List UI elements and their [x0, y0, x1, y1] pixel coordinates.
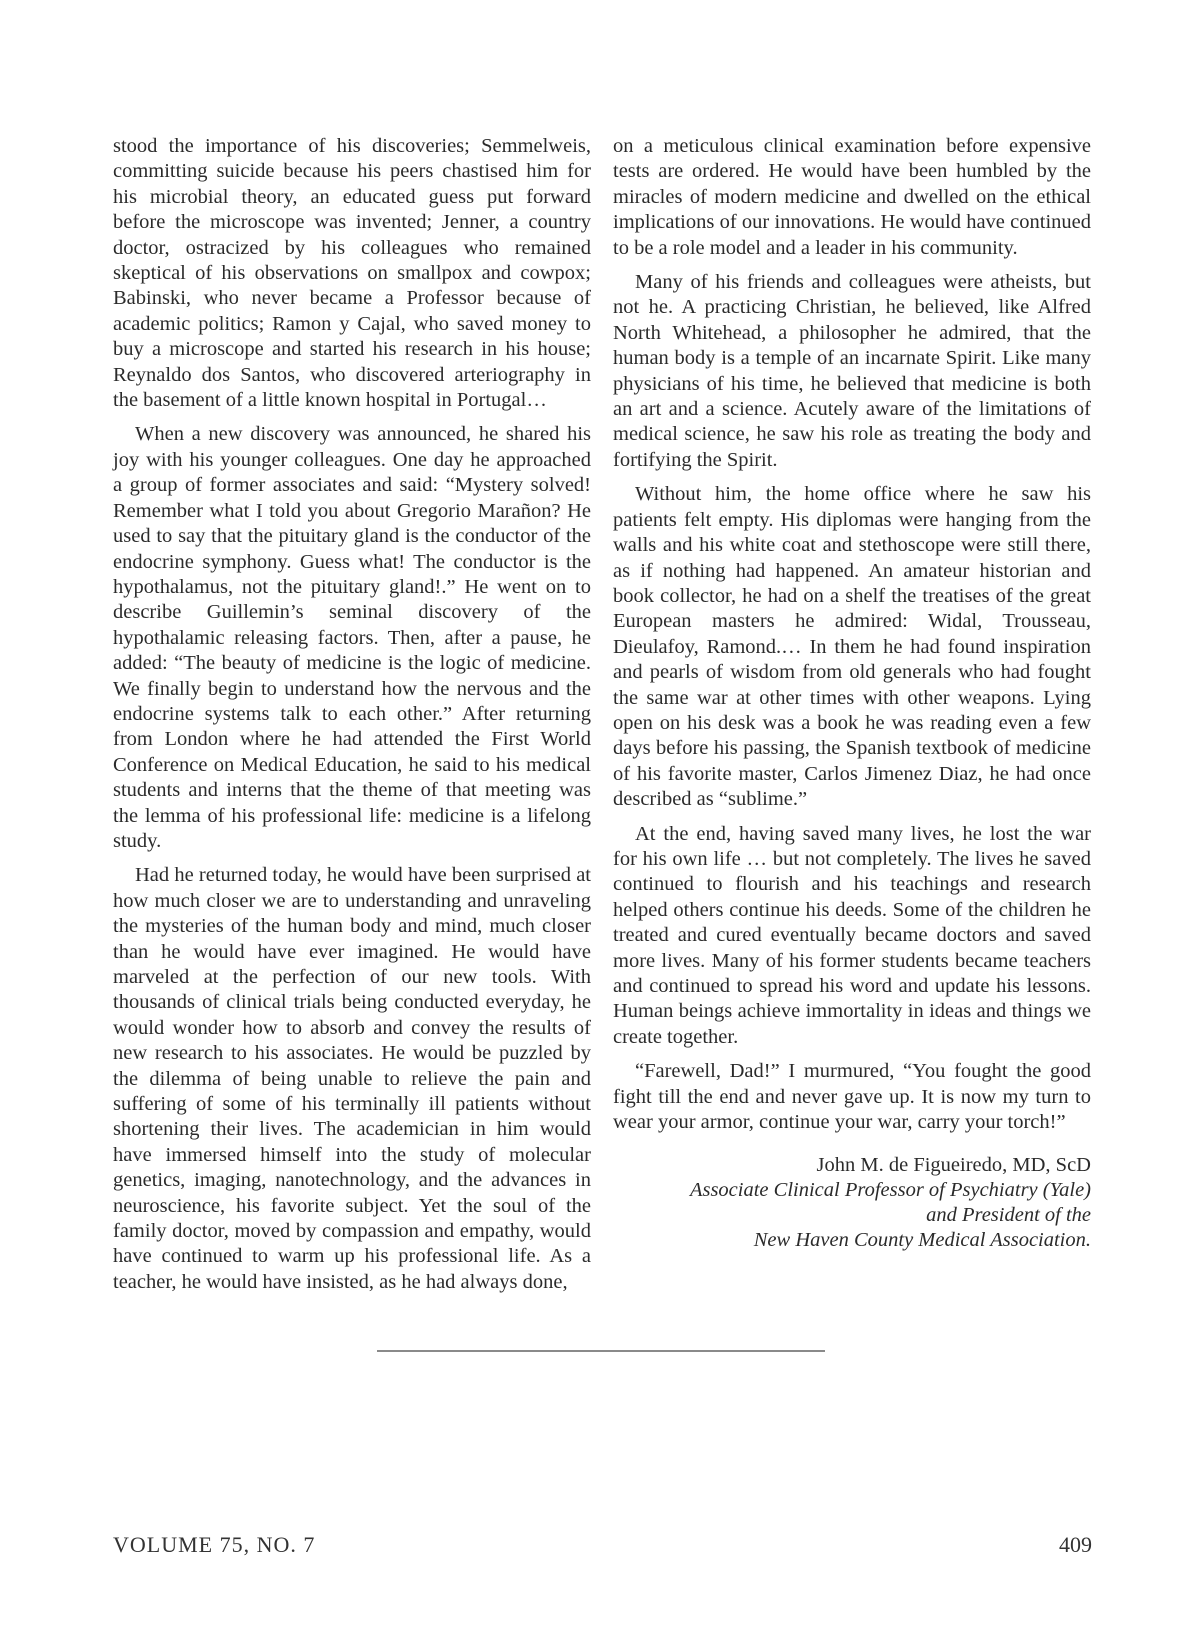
footer-volume: VOLUME 75, NO. 7 [113, 1532, 316, 1557]
author-name: John M. de Figueiredo, MD, ScD [816, 1154, 1091, 1177]
section-divider [377, 1350, 825, 1352]
right-column [613, 134, 1091, 1253]
paragraph: stood the importance of his discoveries; Semmelweis, committing suicide because his peers chastised him for his microbial theory, an educated guess put forward before the microscope was invented; Jenner, a country doctor, ostracized by his colleagues who remained skeptical of his observations on smallpox and cowpox; Babinski, who never became a Professor because of academic politics; Ramon y Cajal, who saved money to buy a microscope and started his research in his house; Reynaldo dos Santos, who discovered arteriography in the basement of a little known hospital in Portugal… [113, 135, 591, 412]
author-title-line: New Haven County Medical Association. [753, 1229, 1091, 1252]
paragraph: Many of his friends and colleagues were atheists, but not he. A practicing Christian, he believed, like Alfred North Whitehead, a philosopher he admired, that the human body is a temple of an incarnate Spirit. Like many physicians of his time, he believed that medicine is both an art and a science. Acutely aware of the limitations of medical science, he saw his role as treating the body and fortifying the Spirit. [613, 271, 1091, 471]
signature-block [613, 1153, 1091, 1253]
paragraph: Without him, the home office where he saw his patients felt empty. His diplomas were hanging from the walls and his white coat and stethoscope were still there, as if nothing had happened. An amateur historian and book collector, he had on a shelf the treatises of the great European masters he admired: Widal, Trousseau, Dieulafoy, Ramond.… In them he had found inspiration and pearls of wisdom from old generals who had fought the same war at other times with other weapons. Lying open on his desk was a book he was reading even a few days before his passing, the Spanish textbook of medicine of his favorite master, Carlos Jimenez Diaz, he had once described as “sublime.” [613, 483, 1091, 811]
left-column [113, 134, 591, 1304]
footer-page-number: 409 [1059, 1532, 1092, 1557]
paragraph: “Farewell, Dad!” I murmured, “You fought the good fight till the end and never gave up. It is now my turn to wear your armor, continue your war, carry your torch!” [613, 1060, 1091, 1134]
paragraph: Had he returned today, he would have been surprised at how much closer we are to understanding and unraveling the mysteries of the human body and mind, much closer than he would have ever imagined. He would have marveled at the perfection of our new tools. With thousands of clinical trials being conducted everyday, he would wonder how to absorb and convey the results of new research to his associates. He would be puzzled by the dilemma of being unable to relieve the pain and suffering of some of his terminally ill patients without shortening their lives. The academician in him would have immersed himself into the study of molecular genetics, imaging, nanotechnology, and the advances in neuroscience, his favorite subject. Yet the soul of the family doctor, moved by compassion and empathy, would have continued to warm up his professional life. As a teacher, he would have insisted, as he had always done, [113, 864, 591, 1293]
author-title-line: and President of the [926, 1204, 1091, 1227]
paragraph: At the end, having saved many lives, he lost the war for his own life … but not completely. The lives he saved continued to flourish and his teachings and research helped others continue his deeds. Some of the children he treated and cured eventually became doctors and saved more lives. Many of his former students became teachers and continued to spread his word and update his lessons. Human beings achieve immortality in ideas and things we create together. [613, 822, 1091, 1048]
paragraph: on a meticulous clinical examination before expensive tests are ordered. He would have been humbled by the miracles of modern medicine and dwelled on the ethical implications of our innovations. He would have continued to be a role model and a leader in his community. [613, 135, 1091, 259]
paragraph: When a new discovery was announced, he shared his joy with his younger colleagues. One day he approached a group of former associates and said: “Mystery solved! Remember what I told you about Gregorio Marañon? He used to say that the pituitary gland is the conductor of the endocrine symphony. Guess what! The conductor is the hypothalamus, not the pituitary gland!.” He went on to describe Guillemin’s seminal discovery of the hypothalamic releasing factors. Then, after a pause, he added: “The beauty of medicine is the logic of medicine. We finally begin to understand how the nervous and the endocrine systems talk to each other.” After returning from London where he had attended the First World Conference on Medical Education, he said to his medical students and interns that the theme of that meeting was the lemma of his professional life: medicine is a lifelong study. [113, 423, 591, 852]
author-title-line: Associate Clinical Professor of Psychiatry (Yale) [689, 1179, 1091, 1202]
